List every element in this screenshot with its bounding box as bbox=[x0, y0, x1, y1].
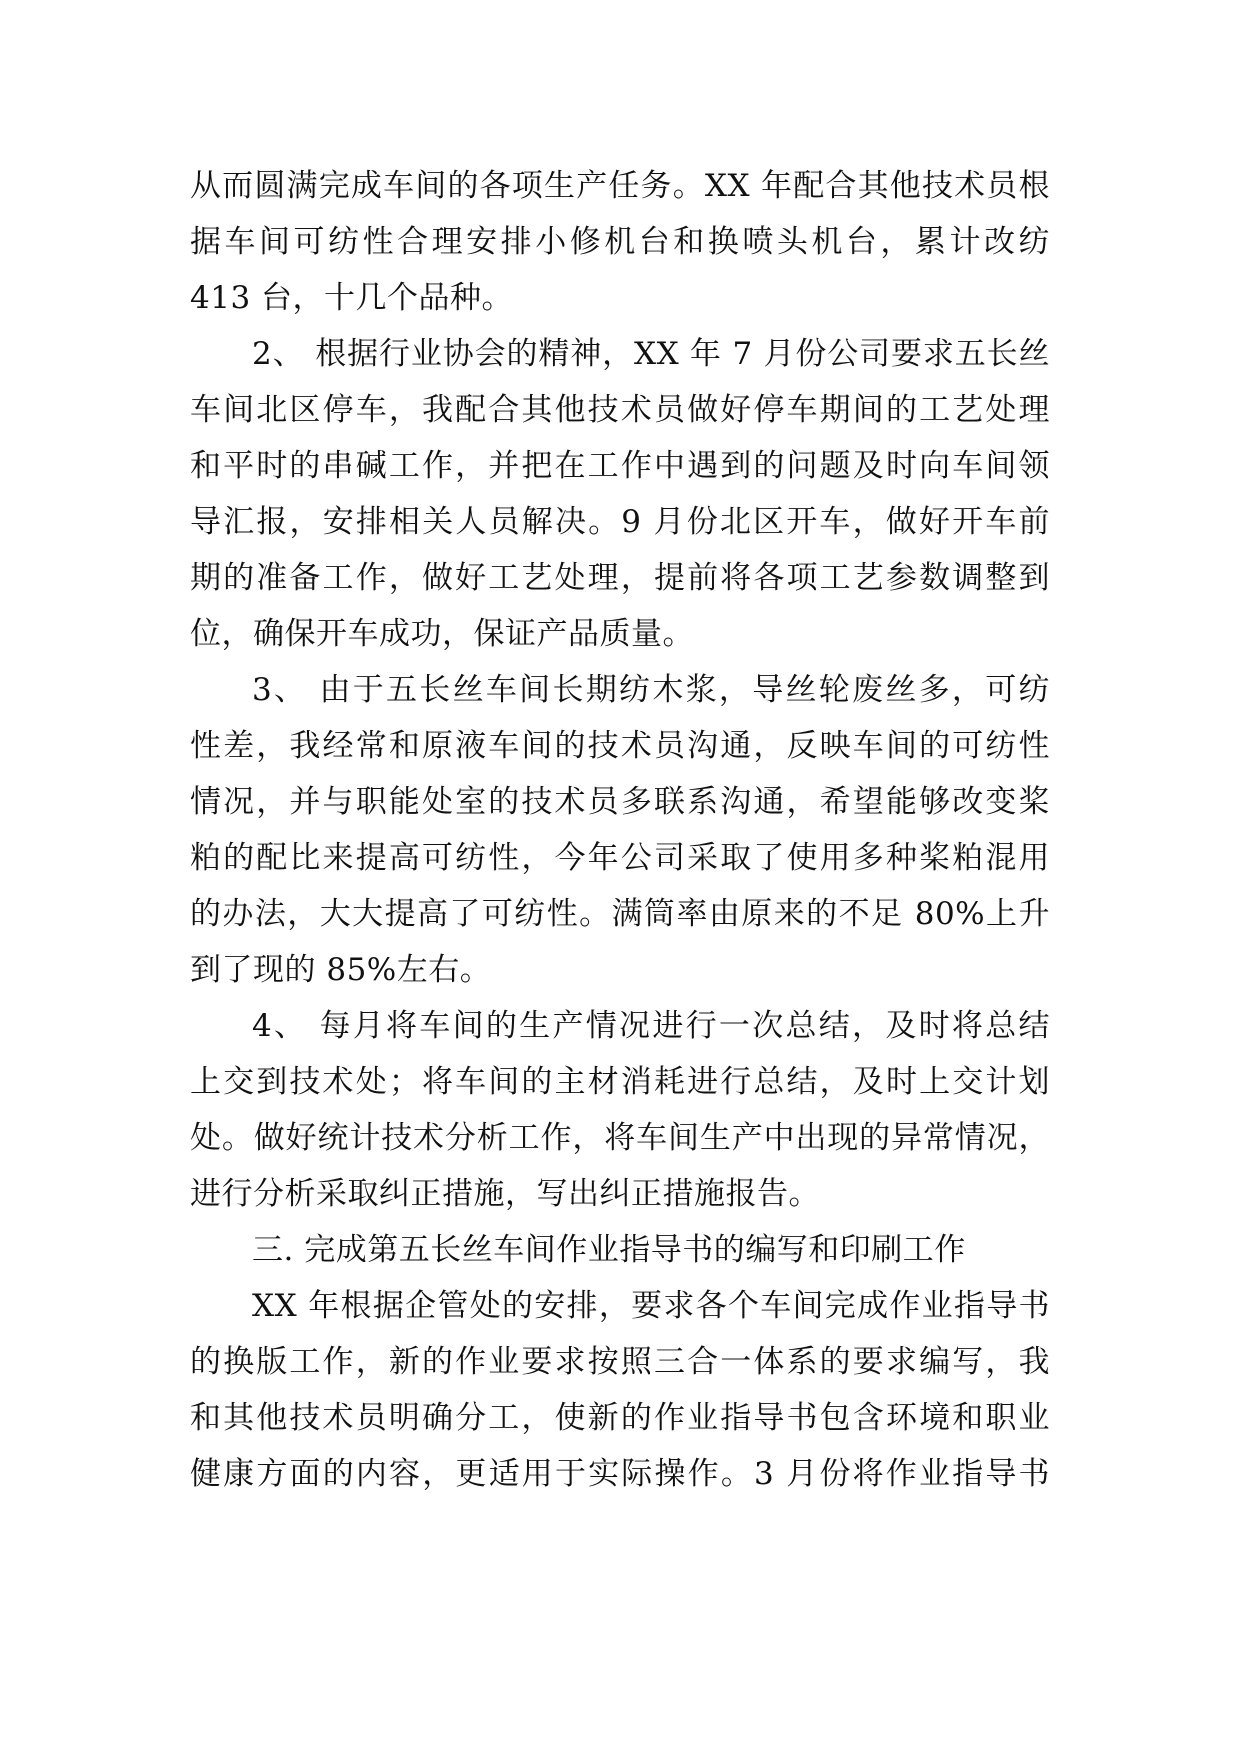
paragraph-line: 的换版工作，新的作业要求按照三合一体系的要求编写，我 bbox=[190, 1344, 1050, 1380]
paragraph-line: 进行分析采取纠正措施，写出纠正措施报告。 bbox=[190, 1176, 820, 1212]
paragraph-line: 粕的配比来提高可纺性，今年公司采取了使用多种桨粕混用 bbox=[190, 840, 1050, 876]
paragraph-line: 车间北区停车，我配合其他技术员做好停车期间的工艺处理 bbox=[190, 392, 1050, 428]
paragraph-line: 到了现的 85%左右。 bbox=[190, 952, 492, 988]
paragraph-line: 和平时的串碱工作，并把在工作中遇到的问题及时向车间领 bbox=[190, 448, 1050, 484]
paragraph-line: 处。做好统计技术分析工作，将车间生产中出现的异常情况， bbox=[190, 1120, 1050, 1156]
paragraph-line: XX 年根据企管处的安排，要求各个车间完成作业指导书 bbox=[252, 1288, 1050, 1324]
paragraph-line: 2、 根据行业协会的精神，XX 年 7 月份公司要求五长丝 bbox=[252, 336, 1050, 372]
paragraph-line: 和其他技术员明确分工，使新的作业指导书包含环境和职业 bbox=[190, 1400, 1050, 1436]
paragraph-line: 性差，我经常和原液车间的技术员沟通，反映车间的可纺性 bbox=[190, 728, 1050, 764]
paragraph-line: 的办法，大大提高了可纺性。满筒率由原来的不足 80%上升 bbox=[190, 896, 1050, 932]
paragraph-line: 上交到技术处；将车间的主材消耗进行总结，及时上交计划 bbox=[190, 1064, 1050, 1100]
paragraph-line: 导汇报，安排相关人员解决。9 月份北区开车，做好开车前 bbox=[190, 504, 1050, 540]
document-body bbox=[190, 158, 1050, 1502]
section-heading: 三. 完成第五长丝车间作业指导书的编写和印刷工作 bbox=[252, 1232, 966, 1268]
paragraph-line: 位，确保开车成功，保证产品质量。 bbox=[190, 616, 694, 652]
paragraph-line: 情况，并与职能处室的技术员多联系沟通，希望能够改变桨 bbox=[190, 784, 1050, 820]
paragraph-line: 4、 每月将车间的生产情况进行一次总结，及时将总结 bbox=[252, 1008, 1050, 1044]
paragraph-line: 3、 由于五长丝车间长期纺木浆，导丝轮废丝多，可纺 bbox=[252, 672, 1050, 708]
paragraph-line: 从而圆满完成车间的各项生产任务。XX 年配合其他技术员根 bbox=[190, 168, 1050, 204]
paragraph-line: 413 台，十几个品种。 bbox=[190, 280, 514, 316]
paragraph-line: 据车间可纺性合理安排小修机台和换喷头机台，累计改纺 bbox=[190, 224, 1050, 260]
paragraph-line: 期的准备工作，做好工艺处理，提前将各项工艺参数调整到 bbox=[190, 560, 1050, 596]
paragraph-line: 健康方面的内容，更适用于实际操作。3 月份将作业指导书 bbox=[190, 1456, 1050, 1492]
